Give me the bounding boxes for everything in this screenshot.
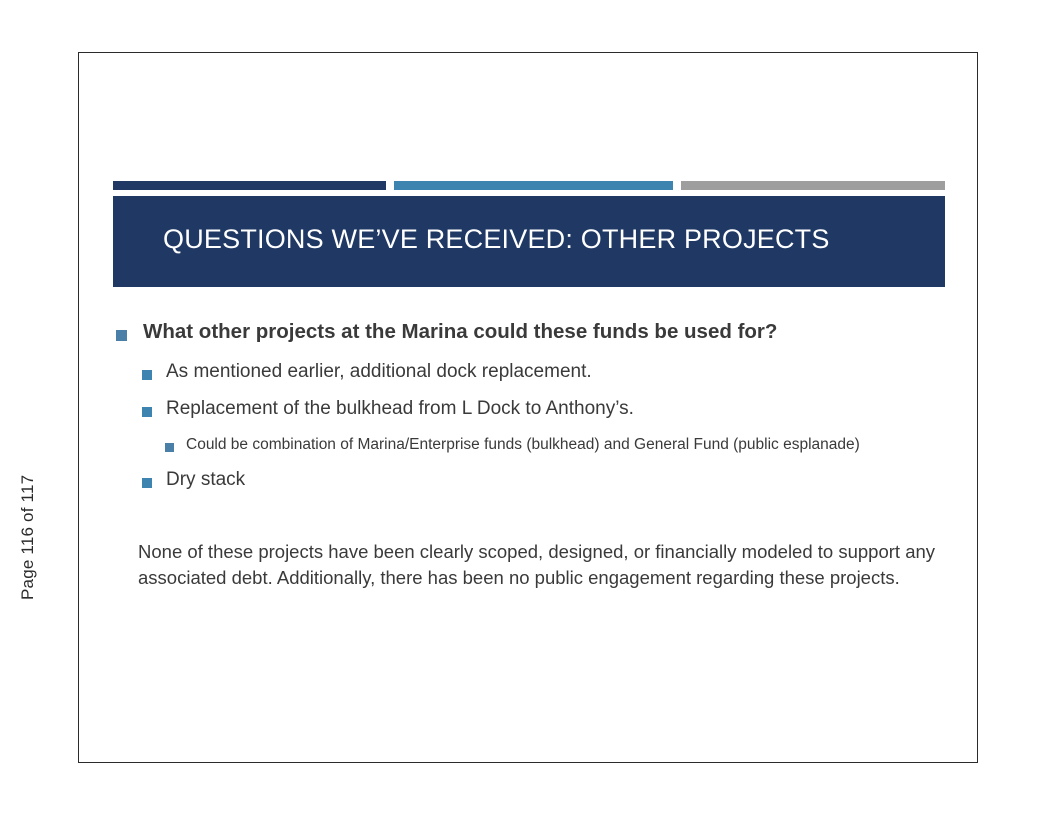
bullet-item	[113, 319, 953, 346]
square-bullet-icon	[142, 478, 152, 488]
square-bullet-icon	[116, 330, 127, 341]
accent-bar-group	[113, 181, 945, 190]
bullet-item	[113, 397, 953, 422]
bullet-text: What other projects at the Marina could these funds be used for?	[143, 320, 778, 343]
bullet-text: Dry stack	[166, 469, 246, 491]
closing-paragraph: None of these projects have been clearly scoped, designed, or financially modeled to support any associated debt. Additionally, there has been no public engagement regarding these projects.	[138, 540, 936, 589]
bullet-item	[113, 360, 953, 385]
square-bullet-icon	[142, 407, 152, 417]
square-bullet-icon	[165, 443, 174, 452]
slide-title-band	[113, 196, 945, 287]
accent-bar-gray	[681, 181, 945, 190]
accent-bar-dark	[113, 181, 386, 190]
slide-body	[113, 319, 953, 591]
bullet-text: Replacement of the bulkhead from L Dock to Anthony’s.	[166, 398, 634, 420]
slide-frame	[78, 52, 978, 763]
accent-bar-blue	[394, 181, 673, 190]
page-number-label: Page 116 of 117	[18, 474, 37, 600]
bullet-item	[113, 435, 953, 455]
bullet-text: As mentioned earlier, additional dock replacement.	[166, 360, 592, 382]
square-bullet-icon	[142, 370, 152, 380]
slide-title: QUESTIONS WE’VE RECEIVED: OTHER PROJECTS	[163, 224, 830, 254]
bullet-text: Could be combination of Marina/Enterprise funds (bulkhead) and General Fund (public esplanade)	[186, 436, 860, 454]
bullet-item	[113, 468, 953, 493]
